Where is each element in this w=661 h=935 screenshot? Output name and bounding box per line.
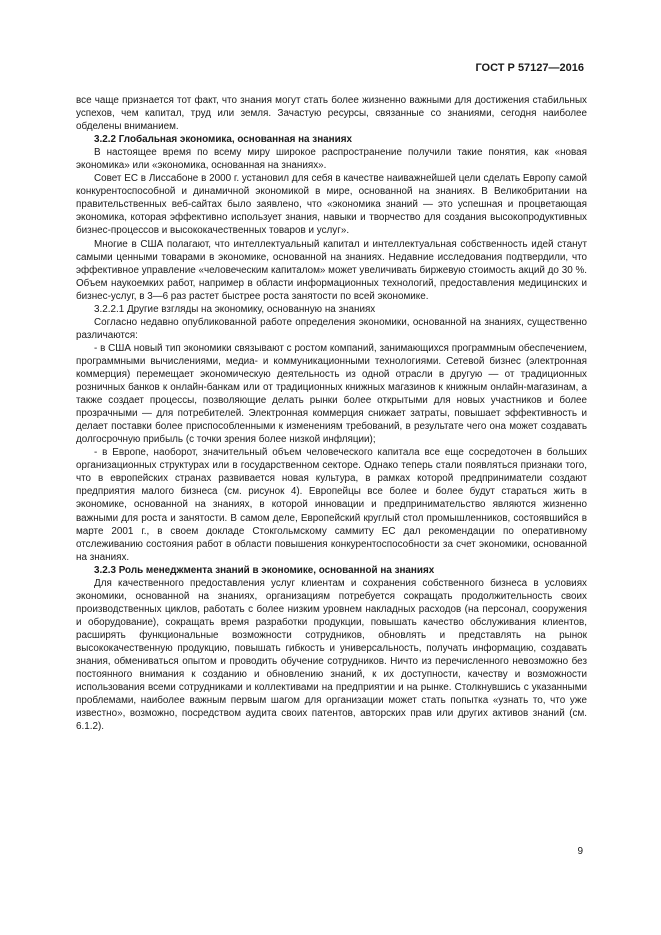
paragraph: Для качественного предоставления услуг клиентам и сохранения собственного бизнеса в условиях экономики, основанной на знаниях, организациям потребуется сокращать продолжительность своих производственных циклов, работать с более низким уровнем накладных расходов (на персонал, сооружения и оборудование), сокращать время разработки продукции, повышать качество обслуживания клиентов, расширять функциональные возможности сотрудников, обновлять и представлять на рынок высококачественную продукцию, повышать гибкость и универсальность, получать информацию, создавать знания, обмениваться опытом и проводить обучение сотрудников. Ничто из перечисленного невозможно без постоянного внимания к созданию и обновлению знаний, к их доступности, качеству и возможности использования всеми сотрудниками и коллективами на предприятии и на рынке. Столкнувшись с указанными проблемами, наиболее важным первым шагом для организации может стать попытка «узнать то, что уже известно», возможно, посредством аудита своих патентов, авторских прав или других активов знаний (см. 6.1.2). <box>76 577 587 733</box>
list-item: - в США новый тип экономики связывают с ростом компаний, занимающихся программным обеспечением, программными вычислениями, медиа- и коммуникационными технологиями. Сетевой бизнес (электронная коммерция) перемещает экономическую деятельность из одной отрасли в другую — от традиционных розничных банков к онлайн-банкам или от традиционных книжных магазинов к книжным онлайн-магазинам, а также создает процессы, позволяющие делать рынки более открытыми для новых участников и более прозрачными — для потребителей. Электронная коммерция снижает затраты, повышает эффективность и делает поставки более приспособленными к изменениям требований, в результате чего она может создавать долгосрочную прибыль (с точки зрения более низкой инфляции); <box>76 342 587 446</box>
document-header: ГОСТ Р 57127—2016 <box>475 62 584 74</box>
document-body <box>76 94 587 733</box>
section-heading: 3.2.3 Роль менеджмента знаний в экономике, основанной на знаниях <box>94 564 435 576</box>
paragraph: Совет ЕС в Лиссабоне в 2000 г. установил для себя в качестве наиважнейшей цели сделать Европу самой конкурентоспособной и динамичной экономикой в мире, основанной на знаниях. В Великобритании на правительственных веб-сайтах было заявлено, что «экономика знаний — это успешная и процветающая экономика, которая эффективно использует знания, навыки и творчество для создания высокопродуктивных бизнес-процессов и высококачественных товаров и услуг». <box>76 173 587 237</box>
page-number: 9 <box>577 846 583 857</box>
list-item: - в Европе, наоборот, значительный объем человеческого капитала все еще сосредоточен в больших организационных структурах или в государственном секторе. Однако теперь стали появляться признаки того, что в европейских странах развивается новая культура, в рамках которой предприниматели создают предприятия малого бизнеса (см. рисунок 4). Европейцы все более и более будут стараться жить в экономике, основанной на знаниях, в которой инновации и предпринимательство являются жизненно важными для роста и занятости. В самом деле, Европейский круглый стол промышленников, состоявшийся в марте 2001 г., в своем докладе Стокгольмскому саммиту ЕС дал рекомендации по оперативному отслеживанию состояния работ в области повышения конкурентоспособности за счет экономики, основанной на знаниях. <box>76 447 587 563</box>
paragraph: все чаще признается тот факт, что знания могут стать более жизненно важными для достижения стабильных успехов, чем капитал, труд или земля. Зачастую ресурсы, связанные со знаниями, сегодня наиболее обделены вниманием. <box>76 95 587 133</box>
paragraph: Многие в США полагают, что интеллектуальный капитал и интеллектуальная собственность идей станут самыми ценными товарами в экономике, основанной на знаниях. Недавние исследования подтвердили, что эффективное управление «человеческим капиталом» может увеличивать биржевую стоимость акций до 30 %. Объем наукоемких работ, например в области информационных технологий, предоставления медицинских и бизнес-услуг, в 3—6 раз растет быстрее роста занятости по всей экономике. <box>76 238 587 302</box>
paragraph: В настоящее время по всему миру широкое распространение получили такие понятия, как «новая экономика» или «экономика, основанная на знаниях». <box>76 147 587 172</box>
paragraph: Согласно недавно опубликованной работе определения экономики, основанной на знаниях, существенно различаются: <box>76 316 587 341</box>
subsection-heading: 3.2.2.1 Другие взгляды на экономику, основанную на знаниях <box>94 303 376 315</box>
section-heading: 3.2.2 Глобальная экономика, основанная на знаниях <box>94 134 352 146</box>
